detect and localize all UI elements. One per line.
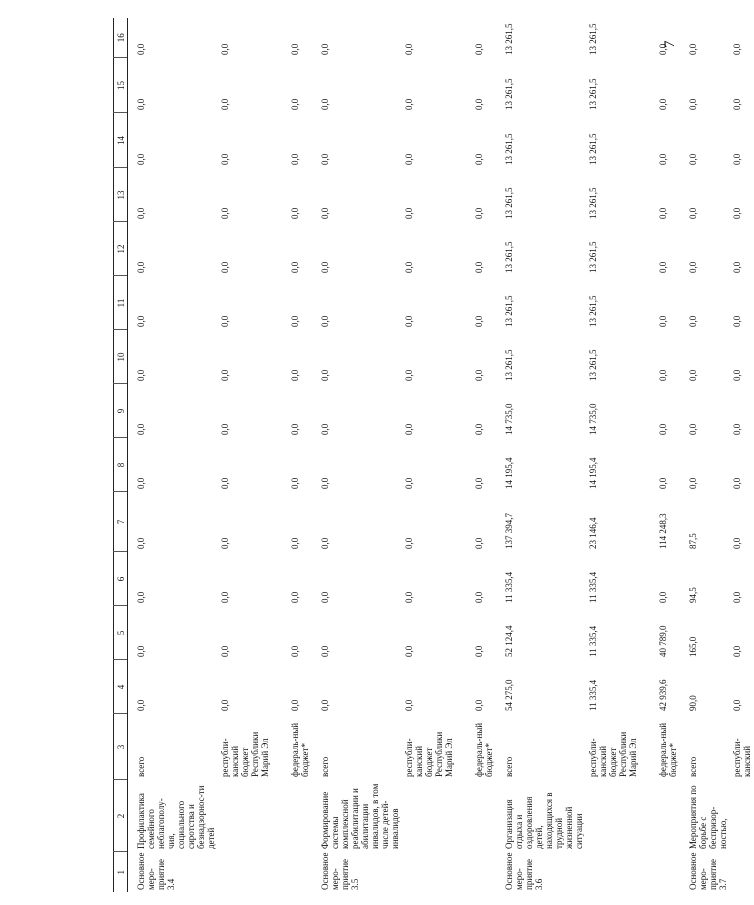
table-cell: 0,0 [136,537,146,549]
table-cell: 0,0 [404,645,414,657]
table-cell: 0,0 [688,423,698,435]
table-cell: 0,0 [732,43,742,55]
column-header: 4 [114,660,128,714]
table-cell: 0,0 [290,645,300,657]
table-cell: 0,0 [290,98,300,110]
table-cell: 13 261,5 [504,295,514,327]
table-cell: 0,0 [320,477,330,489]
table-cell: 0,0 [404,43,414,55]
table-cell: 0,0 [474,369,484,381]
table-cell [218,852,272,892]
table-cell: 0,0 [474,315,484,327]
table-cell: 0,0 [290,153,300,165]
table-cell: 0,0 [136,645,146,657]
table-header [114,18,128,892]
table-cell: Основное меро-приятие 3.7 [688,852,728,890]
table-cell: 13 261,5 [504,241,514,273]
table-cell: 0,0 [290,207,300,219]
table-cell: 0,0 [688,477,698,489]
table-cell: 0,0 [136,699,146,711]
table-cell [456,852,496,892]
table-cell: 14 735,0 [588,403,598,435]
table-cell: 0,0 [474,98,484,110]
table-cell: 0,0 [320,261,330,273]
table-row [640,18,680,892]
table-cell: 11 335,4 [588,571,598,603]
table-cell: федераль-ный бюджет* [290,722,310,777]
table-cell: 0,0 [474,537,484,549]
table-cell: 0,0 [320,369,330,381]
table-cell [272,780,312,852]
table-cell: 0,0 [688,261,698,273]
table-cell: 0,0 [658,207,668,219]
table-cell: 0,0 [136,477,146,489]
table-cell: 54 275,0 [504,679,514,711]
column-header: 15 [114,58,128,113]
table-cell: 52 124,4 [504,625,514,657]
table-cell: 0,0 [290,699,300,711]
column-header: 3 [114,714,128,780]
table-cell: 13 261,5 [504,349,514,381]
table-cell: 0,0 [658,423,668,435]
table-cell: 0,0 [136,423,146,435]
column-header: 10 [114,330,128,384]
table-cell: 0,0 [320,43,330,55]
table-cell: 0,0 [732,423,742,435]
table-cell [586,780,640,852]
table-cell: 0,0 [474,261,484,273]
table-cell: 0,0 [136,591,146,603]
table-cell: 0,0 [688,43,698,55]
table-cell: Профилактика семейного неблагополу-чия, социального сиротства и безнадзорнос-ти детей [136,785,216,849]
table-cell: 0,0 [290,261,300,273]
table-cell: 0,0 [474,207,484,219]
table-cell: 11 335,4 [588,679,598,711]
table-row [218,18,272,892]
column-header: 16 [114,18,128,58]
table-cell: 13 261,5 [588,295,598,327]
budget-table [113,18,754,892]
table-cell: 0,0 [320,98,330,110]
table-cell: 13 261,5 [504,133,514,165]
table-cell: 0,0 [404,98,414,110]
column-header: 12 [114,222,128,276]
table-row [402,18,456,892]
table-cell: 0,0 [732,261,742,273]
table-cell: 0,0 [404,423,414,435]
table-cell: 0,0 [220,423,230,435]
table-cell: 0,0 [732,369,742,381]
table-cell: 137 394,7 [504,513,514,549]
table-cell: 0,0 [220,315,230,327]
table-cell: всего [320,756,330,777]
table-cell: 0,0 [404,699,414,711]
table-cell: 0,0 [220,153,230,165]
table-cell: 0,0 [290,315,300,327]
table-cell: 0,0 [732,207,742,219]
table-cell: 0,0 [320,315,330,327]
table-cell: 0,0 [688,369,698,381]
table-cell: 0,0 [404,315,414,327]
table-cell: 114 248,3 [658,513,668,549]
table-cell: 0,0 [320,423,330,435]
table-cell: Мероприятия по борьбе с беспризор-ностью, [688,785,728,849]
table-cell: 0,0 [658,591,668,603]
table-cell: республи-канский бюджет Республики Марий Эл [220,731,270,777]
column-header: 14 [114,113,128,168]
table-row [272,18,312,892]
table-cell: Организация отдыха и оздоровления детей, находящихся в трудной жизненной ситуации [504,792,584,849]
table-cell: 11 335,4 [504,571,514,603]
table-cell: 0,0 [658,153,668,165]
header-row [114,18,128,892]
table-cell: 165,0 [688,636,698,657]
table-cell: 13 261,5 [504,78,514,110]
table-row [730,18,754,892]
table-cell: 0,0 [732,537,742,549]
table-cell: 0,0 [474,43,484,55]
table-cell: 0,0 [474,153,484,165]
table-cell: 0,0 [474,591,484,603]
table-cell: 0,0 [290,537,300,549]
column-header: 1 [114,852,128,892]
column-header: 13 [114,168,128,222]
table-cell: 0,0 [290,477,300,489]
column-header: 9 [114,384,128,438]
table-cell: 0,0 [658,43,668,55]
table-cell: 14 735,0 [504,403,514,435]
table-cell: 0,0 [732,477,742,489]
table-cell: всего [504,756,514,777]
table-cell: 0,0 [220,645,230,657]
table-cell: 0,0 [658,315,668,327]
table-cell: Основное меро-приятие 3.4 [136,852,176,890]
table-cell: 0,0 [404,153,414,165]
table-cell: 11 335,4 [588,625,598,657]
table-cell: 0,0 [290,43,300,55]
table-cell: 0,0 [658,477,668,489]
table-cell: 0,0 [220,207,230,219]
table-cell [402,780,456,852]
table-cell: 13 261,5 [588,241,598,273]
table-row [312,18,402,892]
table-cell: 0,0 [404,207,414,219]
table-cell: 0,0 [658,369,668,381]
table-cell: 40 789,0 [658,625,668,657]
table-cell: 0,0 [220,43,230,55]
table-cell [730,852,754,892]
table-cell: 0,0 [220,591,230,603]
table-cell [456,780,496,852]
table-cell: 0,0 [732,699,742,711]
table-cell: республи-канский бюджет Республики Марий Эл [404,731,454,777]
table-cell: 14 195,4 [588,457,598,489]
table-cell: всего [688,756,698,777]
table-cell: 0,0 [404,261,414,273]
table-row [680,18,730,892]
table-cell: 0,0 [320,537,330,549]
table-cell: 0,0 [732,153,742,165]
table-cell: 0,0 [136,207,146,219]
table-cell: 0,0 [220,477,230,489]
table-cell: 42 939,6 [658,679,668,711]
table-cell: 94,5 [688,587,698,603]
table-body [128,18,754,892]
table-cell: 0,0 [136,315,146,327]
table-cell: 13 261,5 [588,187,598,219]
table-cell: 23 146,4 [588,517,598,549]
table-cell: 0,0 [320,591,330,603]
table-cell: 0,0 [688,153,698,165]
table-cell: республи-канский [732,738,752,777]
table-cell: 0,0 [136,261,146,273]
table-cell: 0,0 [290,423,300,435]
table-cell: 90,0 [688,695,698,711]
table-cell: 0,0 [320,207,330,219]
table-row [456,18,496,892]
table-cell: 0,0 [688,98,698,110]
table-row [496,18,586,892]
column-header: 5 [114,606,128,660]
table-cell [402,852,456,892]
table-cell: 0,0 [404,477,414,489]
table-cell: 0,0 [688,315,698,327]
table-cell: 13 261,5 [588,23,598,55]
column-header: 6 [114,552,128,606]
table-cell: 0,0 [474,645,484,657]
table-cell: 0,0 [732,591,742,603]
table-cell: Основное меро-приятие 3.5 [320,852,360,890]
table-cell: 0,0 [290,591,300,603]
column-header: 7 [114,492,128,552]
table-cell: 0,0 [220,537,230,549]
table-cell: 0,0 [290,369,300,381]
table-cell: 0,0 [220,98,230,110]
table-cell: 0,0 [320,645,330,657]
table-cell: 0,0 [404,591,414,603]
table-cell: 0,0 [136,369,146,381]
table-cell [586,852,640,892]
page-number: 7 [662,40,678,48]
table-cell: 0,0 [404,537,414,549]
table-cell: 0,0 [320,699,330,711]
table-cell: Формирование системы комплексной реабилитации и абилитации инвалидов, в том числе детей-инвалидов [320,783,400,849]
table-cell [272,852,312,892]
table-cell: 13 261,5 [588,78,598,110]
table-cell: 0,0 [220,261,230,273]
table-cell: 13 261,5 [588,349,598,381]
table-cell: 0,0 [220,699,230,711]
table-cell: республи-канский бюджет Республики Марий Эл [588,731,638,777]
table-cell [640,852,680,892]
table-cell: федераль-ный бюджет* [474,722,494,777]
table-row [586,18,640,892]
table-cell: 0,0 [732,315,742,327]
table-cell: Основное меро-приятие 3.6 [504,852,544,890]
table-cell: 0,0 [320,153,330,165]
table-cell: 0,0 [136,98,146,110]
table-row [128,18,219,892]
table-cell: 0,0 [474,423,484,435]
table-cell: всего [136,756,146,777]
column-header: 8 [114,438,128,492]
column-header: 11 [114,276,128,330]
table-cell: 0,0 [136,43,146,55]
table-cell: 0,0 [404,369,414,381]
table-cell: 0,0 [658,261,668,273]
table-cell: 0,0 [220,369,230,381]
table-cell: 87,5 [688,533,698,549]
table-cell: 0,0 [474,477,484,489]
table-cell [640,780,680,852]
table-cell [730,780,754,852]
table-cell: 0,0 [474,699,484,711]
table-cell: 0,0 [732,645,742,657]
table-cell: 0,0 [732,98,742,110]
table-cell: федераль-ный бюджет* [658,722,678,777]
table-cell: 13 261,5 [504,23,514,55]
column-header: 2 [114,780,128,852]
table-cell [218,780,272,852]
table-cell: 0,0 [136,153,146,165]
table-cell: 0,0 [658,98,668,110]
table-cell: 13 261,5 [588,133,598,165]
table-cell: 0,0 [688,207,698,219]
table-cell: 14 195,4 [504,457,514,489]
table-cell: 13 261,5 [504,187,514,219]
